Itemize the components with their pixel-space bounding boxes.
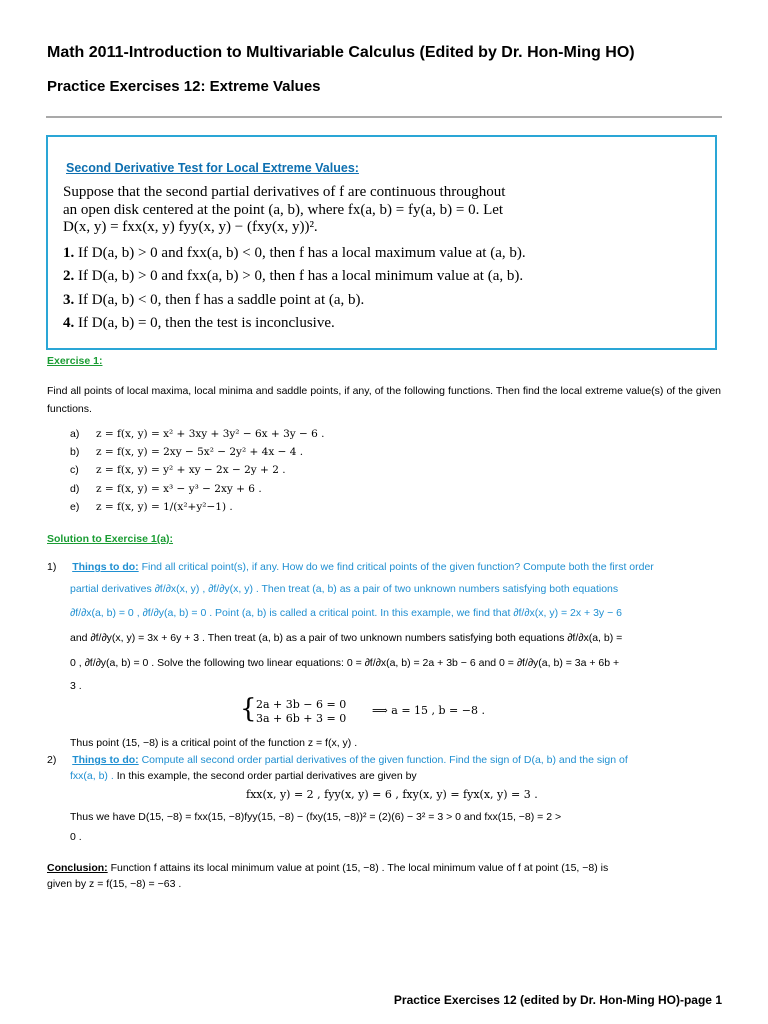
- step1-line-2: partial derivatives ∂f/∂x(x, y) , ∂f/∂y(x, y) . Then treat (a, b) as a pair of two unknown numbers satisfying both equations: [70, 583, 619, 595]
- test-item: 4. If D(a, b) = 0, then the test is inconclusive.: [63, 314, 335, 331]
- exercise-heading: Exercise 1:: [47, 355, 103, 367]
- function-item: a) z = f(x, y) = x² + 3xy + 3y² − 6x + 3y − 6 .: [70, 428, 325, 440]
- system-brace: {: [240, 694, 257, 724]
- function-item: e) z = f(x, y) = 1/(x²+y²−1) .: [70, 500, 233, 513]
- box-intro: [63, 184, 505, 237]
- box-intro-line: D(x, y) = fxx(x, y) fyy(x, y) − (fxy(x, y))².: [63, 219, 318, 235]
- exercise-instructions: Find all points of local maxima, local minima and saddle points, if any, of the following functions. Then find the local extreme value(s) of the given functions.: [47, 385, 721, 415]
- box-title: Second Derivative Test for Local Extreme Values:: [66, 161, 359, 175]
- test-item: 2. If D(a, b) > 0 and fxx(a, b) > 0, then f has a local minimum value at (a, b).: [63, 268, 524, 285]
- d-value-line-2: 0 .: [70, 831, 82, 843]
- document-subtitle: Practice Exercises 12: Extreme Values: [47, 78, 321, 95]
- function-item: c) z = f(x, y) = y² + xy − 2x − 2y + 2 .: [70, 464, 286, 477]
- function-item: b) z = f(x, y) = 2xy − 5x² − 2y² + 4x − 4 .: [70, 446, 304, 459]
- step1-line-5: 0 , ∂f/∂y(a, b) = 0 . Solve the following two linear equations: 0 = ∂f/∂x(a, b) = 2a + 3b − 6 and 0 = ∂f/∂y(a, b) = 3a + 6b +: [70, 657, 620, 669]
- conclusion-label: Conclusion:: [47, 862, 108, 874]
- d-value-line: Thus we have D(15, −8) = fxx(15, −8)fyy(15, −8) − (fxy(15, −8))² = (2)(6) − 3² = 3 > 0 and fxx(15, −8) = 2 >: [70, 811, 562, 823]
- system-eq2: 3a + 6b + 3 = 0: [256, 712, 347, 725]
- function-list: [70, 428, 325, 519]
- system-eq1: 2a + 3b − 6 = 0: [256, 698, 347, 711]
- solution-heading: Solution to Exercise 1(a):: [47, 533, 174, 545]
- box-intro-line: Suppose that the second partial derivatives of f are continuous throughout: [63, 184, 506, 200]
- header-divider: [46, 116, 722, 118]
- test-item: 1. If D(a, b) > 0 and fxx(a, b) < 0, then f has a local maximum value at (a, b).: [63, 245, 526, 261]
- system-result: ⟹ a = 15 , b = −8 .: [372, 704, 485, 717]
- step2-line-1: 2) Things to do: Compute all second order partial derivatives of the given function. Find the sign of D(a, b) and the sign of: [47, 754, 628, 766]
- critical-point-line: Thus point (15, −8) is a critical point of the function z = f(x, y) .: [70, 737, 358, 749]
- step2-line-2: fxx(a, b) . In this example, the second order partial derivatives are given by: [70, 770, 417, 782]
- second-derivative-test-box: [46, 135, 717, 350]
- box-items: [63, 245, 526, 338]
- step1-line-1: 1) Things to do: Find all critical point(s), if any. How do we find critical points of the given function? Compute both the first order: [47, 561, 654, 573]
- step1-line-3: ∂f/∂x(a, b) = 0 , ∂f/∂y(a, b) = 0 . Point (a, b) is called a critical point. In this example, we find that ∂f/∂x(x, y) = 2x + 3y − 6: [70, 607, 622, 619]
- second-derivatives: fxx(x, y) = 2 , fyy(x, y) = 6 , fxy(x, y) = fyx(x, y) = 3 .: [246, 788, 538, 801]
- conclusion-line-2: given by z = f(15, −8) = −63 .: [47, 878, 182, 890]
- step1-line-6: 3 .: [70, 680, 82, 692]
- document-title: Math 2011-Introduction to Multivariable Calculus (Edited by Dr. Hon-Ming HO): [47, 44, 635, 61]
- test-item: 3. If D(a, b) < 0, then f has a saddle point at (a, b).: [63, 291, 365, 308]
- page-footer: Practice Exercises 12 (edited by Dr. Hon-Ming HO)-page 1: [393, 993, 722, 1007]
- step2-label: Things to do:: [72, 754, 139, 766]
- step1-label: Things to do:: [72, 561, 139, 573]
- step1-line-4: and ∂f/∂y(x, y) = 3x + 6y + 3 . Then treat (a, b) as a pair of two unknown numbers satisfying both equations ∂f/∂x(a, b) =: [70, 632, 623, 644]
- conclusion-line-1: Conclusion: Function f attains its local minimum value at point (15, −8) . The local minimum value of f at point (15, −8) is: [47, 862, 609, 874]
- function-item: d) z = f(x, y) = x³ − y³ − 2xy + 6 .: [70, 482, 262, 495]
- box-intro-line: an open disk centered at the point (a, b), where fx(a, b) = fy(a, b) = 0. Let: [63, 201, 504, 218]
